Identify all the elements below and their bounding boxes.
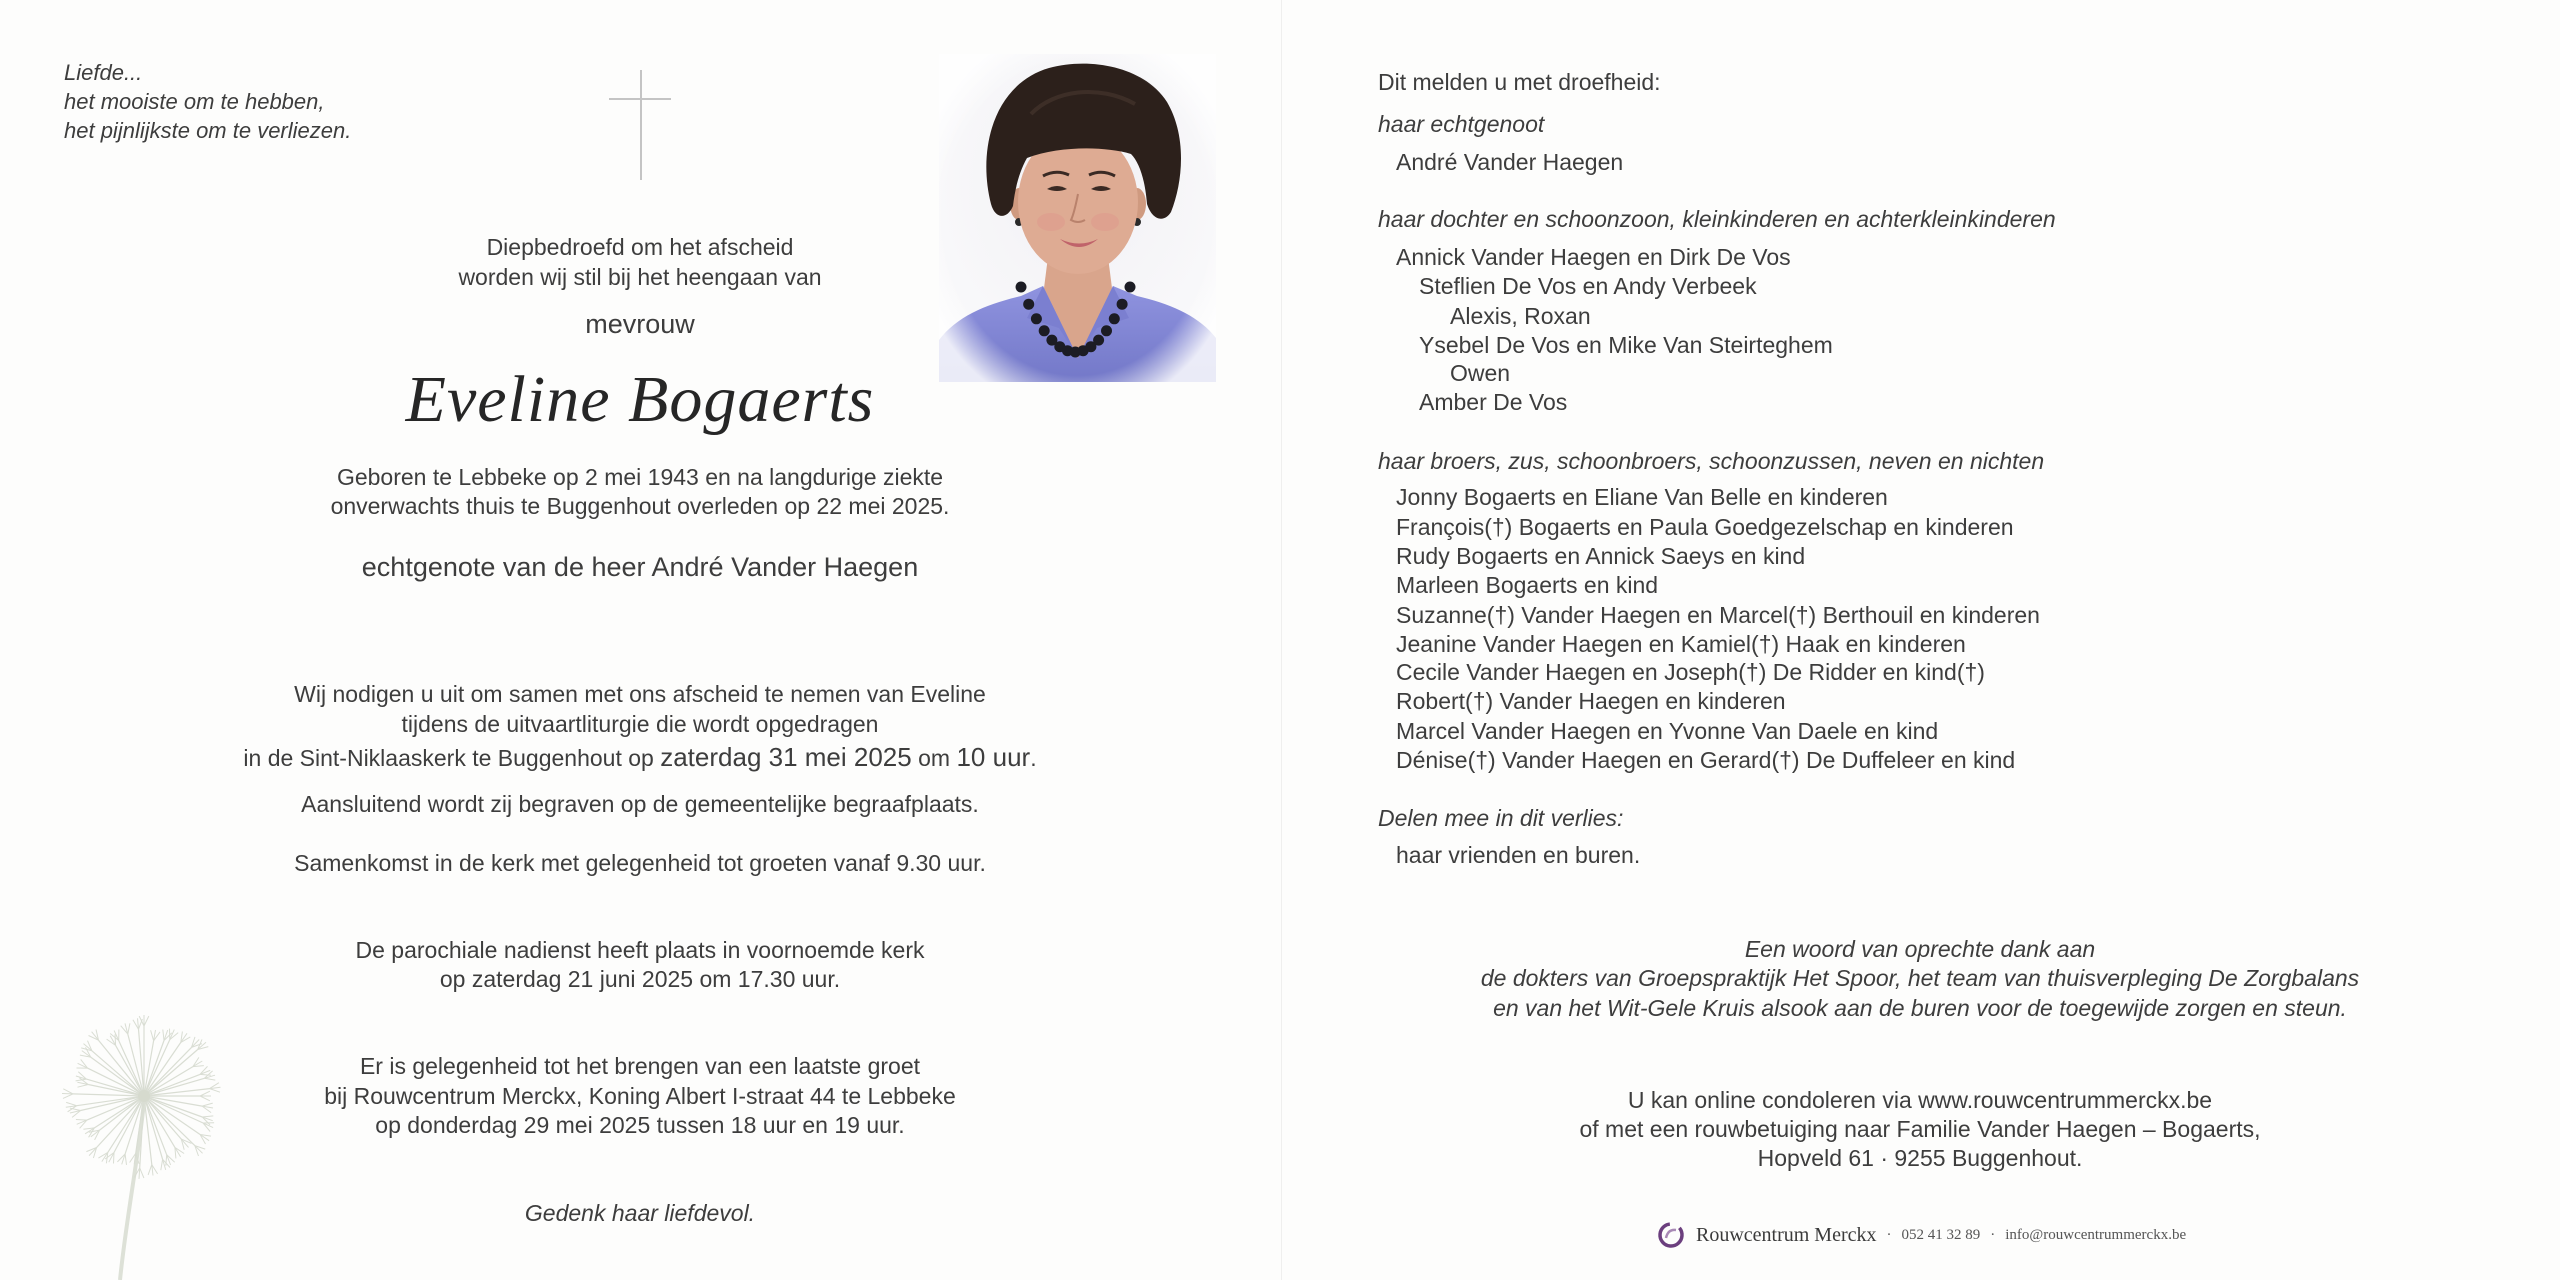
dandelion-seed-tuft bbox=[78, 1085, 89, 1088]
poem-line: Liefde... bbox=[64, 60, 143, 85]
dandelion-icon bbox=[40, 1010, 240, 1280]
thanks-line: en van het Wit-Gele Kruis alsook aan de buren voor de toegewijde zorgen en steun. bbox=[1493, 995, 2347, 1021]
condolence-line: Hopveld 61 · 9255 Buggenhout. bbox=[1757, 1145, 2083, 1171]
dandelion-seed-tuft bbox=[125, 1154, 126, 1165]
family-member: Ysebel De Vos en Mike Van Steirteghem bbox=[1419, 332, 1833, 358]
dandelion-seed bbox=[92, 1051, 144, 1096]
funeral-home-name: Rouwcentrum Merckx bbox=[1696, 1223, 1877, 1246]
memorial-service-line: op zaterdag 21 juni 2025 om 17.30 uur. bbox=[439, 966, 841, 992]
family-member: Rudy Bogaerts en Annick Saeys en kind bbox=[1396, 543, 1806, 569]
dandelion-seed-tuft bbox=[202, 1103, 213, 1106]
funeral-time: 10 uur bbox=[956, 742, 1031, 772]
rouwcentrum-logo-icon bbox=[1656, 1220, 1686, 1250]
cross-horizontal-bar bbox=[609, 98, 671, 100]
viewing-line: op donderdag 29 mei 2025 tussen 18 uur en 19 uur. bbox=[375, 1112, 905, 1138]
deceased-name: Eveline Bogaerts bbox=[405, 363, 875, 436]
family-member: Annick Vander Haegen en Dirk De Vos bbox=[1396, 244, 1791, 270]
family-heading-siblings: haar broers, zus, schoonbroers, schoonzussen, neven en nichten bbox=[1378, 448, 2045, 474]
family-member: Jeanine Vander Haegen en Kamiel(†) Haak en kinderen bbox=[1396, 631, 1966, 657]
dandelion-seed-tuft bbox=[200, 1091, 210, 1096]
dandelion-seed-tuft bbox=[151, 1030, 154, 1041]
dandelion-seed-tuft bbox=[200, 1096, 210, 1101]
funeral-home-phone: 052 41 32 89 bbox=[1901, 1226, 1981, 1243]
family-member: Marcel Vander Haegen en Yvonne Van Daele en kind bbox=[1396, 718, 1939, 744]
dandelion-seed-tuft bbox=[204, 1078, 215, 1080]
funeral-home-email: info@rouwcentrummerckx.be bbox=[2005, 1226, 2187, 1243]
family-member: Steflien De Vos en Andy Verbeek bbox=[1419, 273, 1757, 299]
viewing-line: Er is gelegenheid tot het brengen van een laatste groet bbox=[359, 1053, 921, 1079]
condolence-line: of met een rouwbetuiging naar Familie Vander Haegen – Bogaerts, bbox=[1579, 1116, 2261, 1142]
funeral-end: . bbox=[1030, 745, 1037, 771]
footer-separator: · bbox=[1886, 1226, 1892, 1243]
dandelion-seed-tuft bbox=[115, 1034, 116, 1045]
invitation-line-date bbox=[0, 741, 1280, 774]
dandelion-seed-tuft bbox=[161, 1159, 163, 1170]
family-member: Marleen Bogaerts en kind bbox=[1396, 572, 1659, 598]
closing-line: Gedenk haar liefdevol. bbox=[524, 1200, 756, 1226]
spouse-line: echtgenote van de heer André Vander Haegen bbox=[361, 552, 919, 582]
poem-line: het pijnlijkste om te verliezen. bbox=[64, 118, 352, 143]
dandelion-seed-tuft bbox=[163, 1030, 164, 1041]
family-member: André Vander Haegen bbox=[1396, 149, 1624, 175]
dandelion-seed-tuft bbox=[76, 1120, 87, 1121]
intro-line: Diepbedroefd om het afscheid bbox=[486, 234, 794, 260]
family-member: Robert(†) Vander Haegen en kinderen bbox=[1396, 688, 1786, 714]
family-member: Amber De Vos bbox=[1419, 389, 1568, 415]
funeral-date: zaterdag 31 mei 2025 bbox=[660, 742, 912, 772]
dandelion-seed-tuft bbox=[140, 1168, 144, 1178]
announcement-line: Dit melden u met droefheid: bbox=[1378, 69, 1661, 95]
burial-line: Aansluitend wordt zij begraven op de gemeentelijke begraafplaats. bbox=[301, 791, 979, 817]
family-heading-spouse: haar echtgenoot bbox=[1378, 111, 1545, 137]
poem-line: het mooiste om te hebben, bbox=[64, 89, 325, 114]
dandelion-seed-tuft bbox=[63, 1094, 73, 1099]
salutation: mevrouw bbox=[585, 309, 695, 339]
dandelion-seed-tuft bbox=[66, 1102, 77, 1105]
funeral-at: om bbox=[918, 745, 951, 771]
dandelion-seed-tuft bbox=[144, 1016, 149, 1026]
family-member: Dénise(†) Vander Haegen en Gerard(†) De Duffeleer en kind bbox=[1396, 747, 2016, 773]
family-member: Suzanne(†) Vander Haegen en Marcel(†) Berthouil en kinderen bbox=[1396, 602, 2040, 628]
condolence-line: U kan online condoleren via www.rouwcentrummerckx.be bbox=[1627, 1087, 2213, 1113]
family-heading-children: haar dochter en schoonzoon, kleinkinderen en achterkleinkinderen bbox=[1378, 206, 2056, 232]
dandelion-seed-tuft bbox=[202, 1116, 213, 1117]
share-heading: Delen mee in dit verlies: bbox=[1378, 805, 1624, 831]
funeral-place: in de Sint-Niklaaskerk te Buggenhout op bbox=[243, 745, 654, 771]
family-member: Alexis, Roxan bbox=[1450, 303, 1591, 329]
viewing-line: bij Rouwcentrum Merckx, Koning Albert I-straat 44 te Lebbeke bbox=[324, 1083, 956, 1109]
family-member: François(†) Bogaerts en Paula Goedgezelschap en kinderen bbox=[1396, 514, 2014, 540]
cross-vertical-bar bbox=[640, 70, 642, 180]
birth-death-line: onverwachts thuis te Buggenhout overleden op 22 mei 2025. bbox=[330, 493, 950, 519]
birth-death-line: Geboren te Lebbeke op 2 mei 1943 en na langdurige ziekte bbox=[336, 464, 944, 490]
share-text: haar vrienden en buren. bbox=[1396, 842, 1641, 868]
family-member: Cecile Vander Haegen en Joseph(†) De Ridder en kind(†) bbox=[1396, 659, 1985, 685]
invitation-line: Wij nodigen u uit om samen met ons afscheid te nemen van Eveline bbox=[294, 681, 986, 707]
thanks-line: Een woord van oprechte dank aan bbox=[1744, 936, 2096, 962]
dandelion-seed-tuft bbox=[148, 1165, 152, 1175]
intro-line: worden wij stil bij het heengaan van bbox=[458, 264, 822, 290]
family-member: Owen bbox=[1450, 360, 1511, 386]
funeral-home-footer bbox=[1656, 1220, 2186, 1250]
gathering-line: Samenkomst in de kerk met gelegenheid tot groeten vanaf 9.30 uur. bbox=[294, 850, 986, 876]
thanks-line: de dokters van Groepspraktijk Het Spoor, het team van thuisverpleging De Zorgbalans bbox=[1480, 965, 2360, 991]
memorial-service-line: De parochiale nadienst heeft plaats in voornoemde kerk bbox=[355, 937, 925, 963]
dandelion-seed-tuft bbox=[210, 1089, 220, 1093]
dandelion-center bbox=[138, 1090, 150, 1102]
dandelion-seed-tuft bbox=[128, 1023, 130, 1034]
family-member: Jonny Bogaerts en Eliane Van Belle en kinderen bbox=[1396, 484, 1888, 510]
footer-separator: · bbox=[1990, 1226, 1996, 1243]
invitation-line: tijdens de uitvaartliturgie die wordt opgedragen bbox=[401, 711, 879, 737]
